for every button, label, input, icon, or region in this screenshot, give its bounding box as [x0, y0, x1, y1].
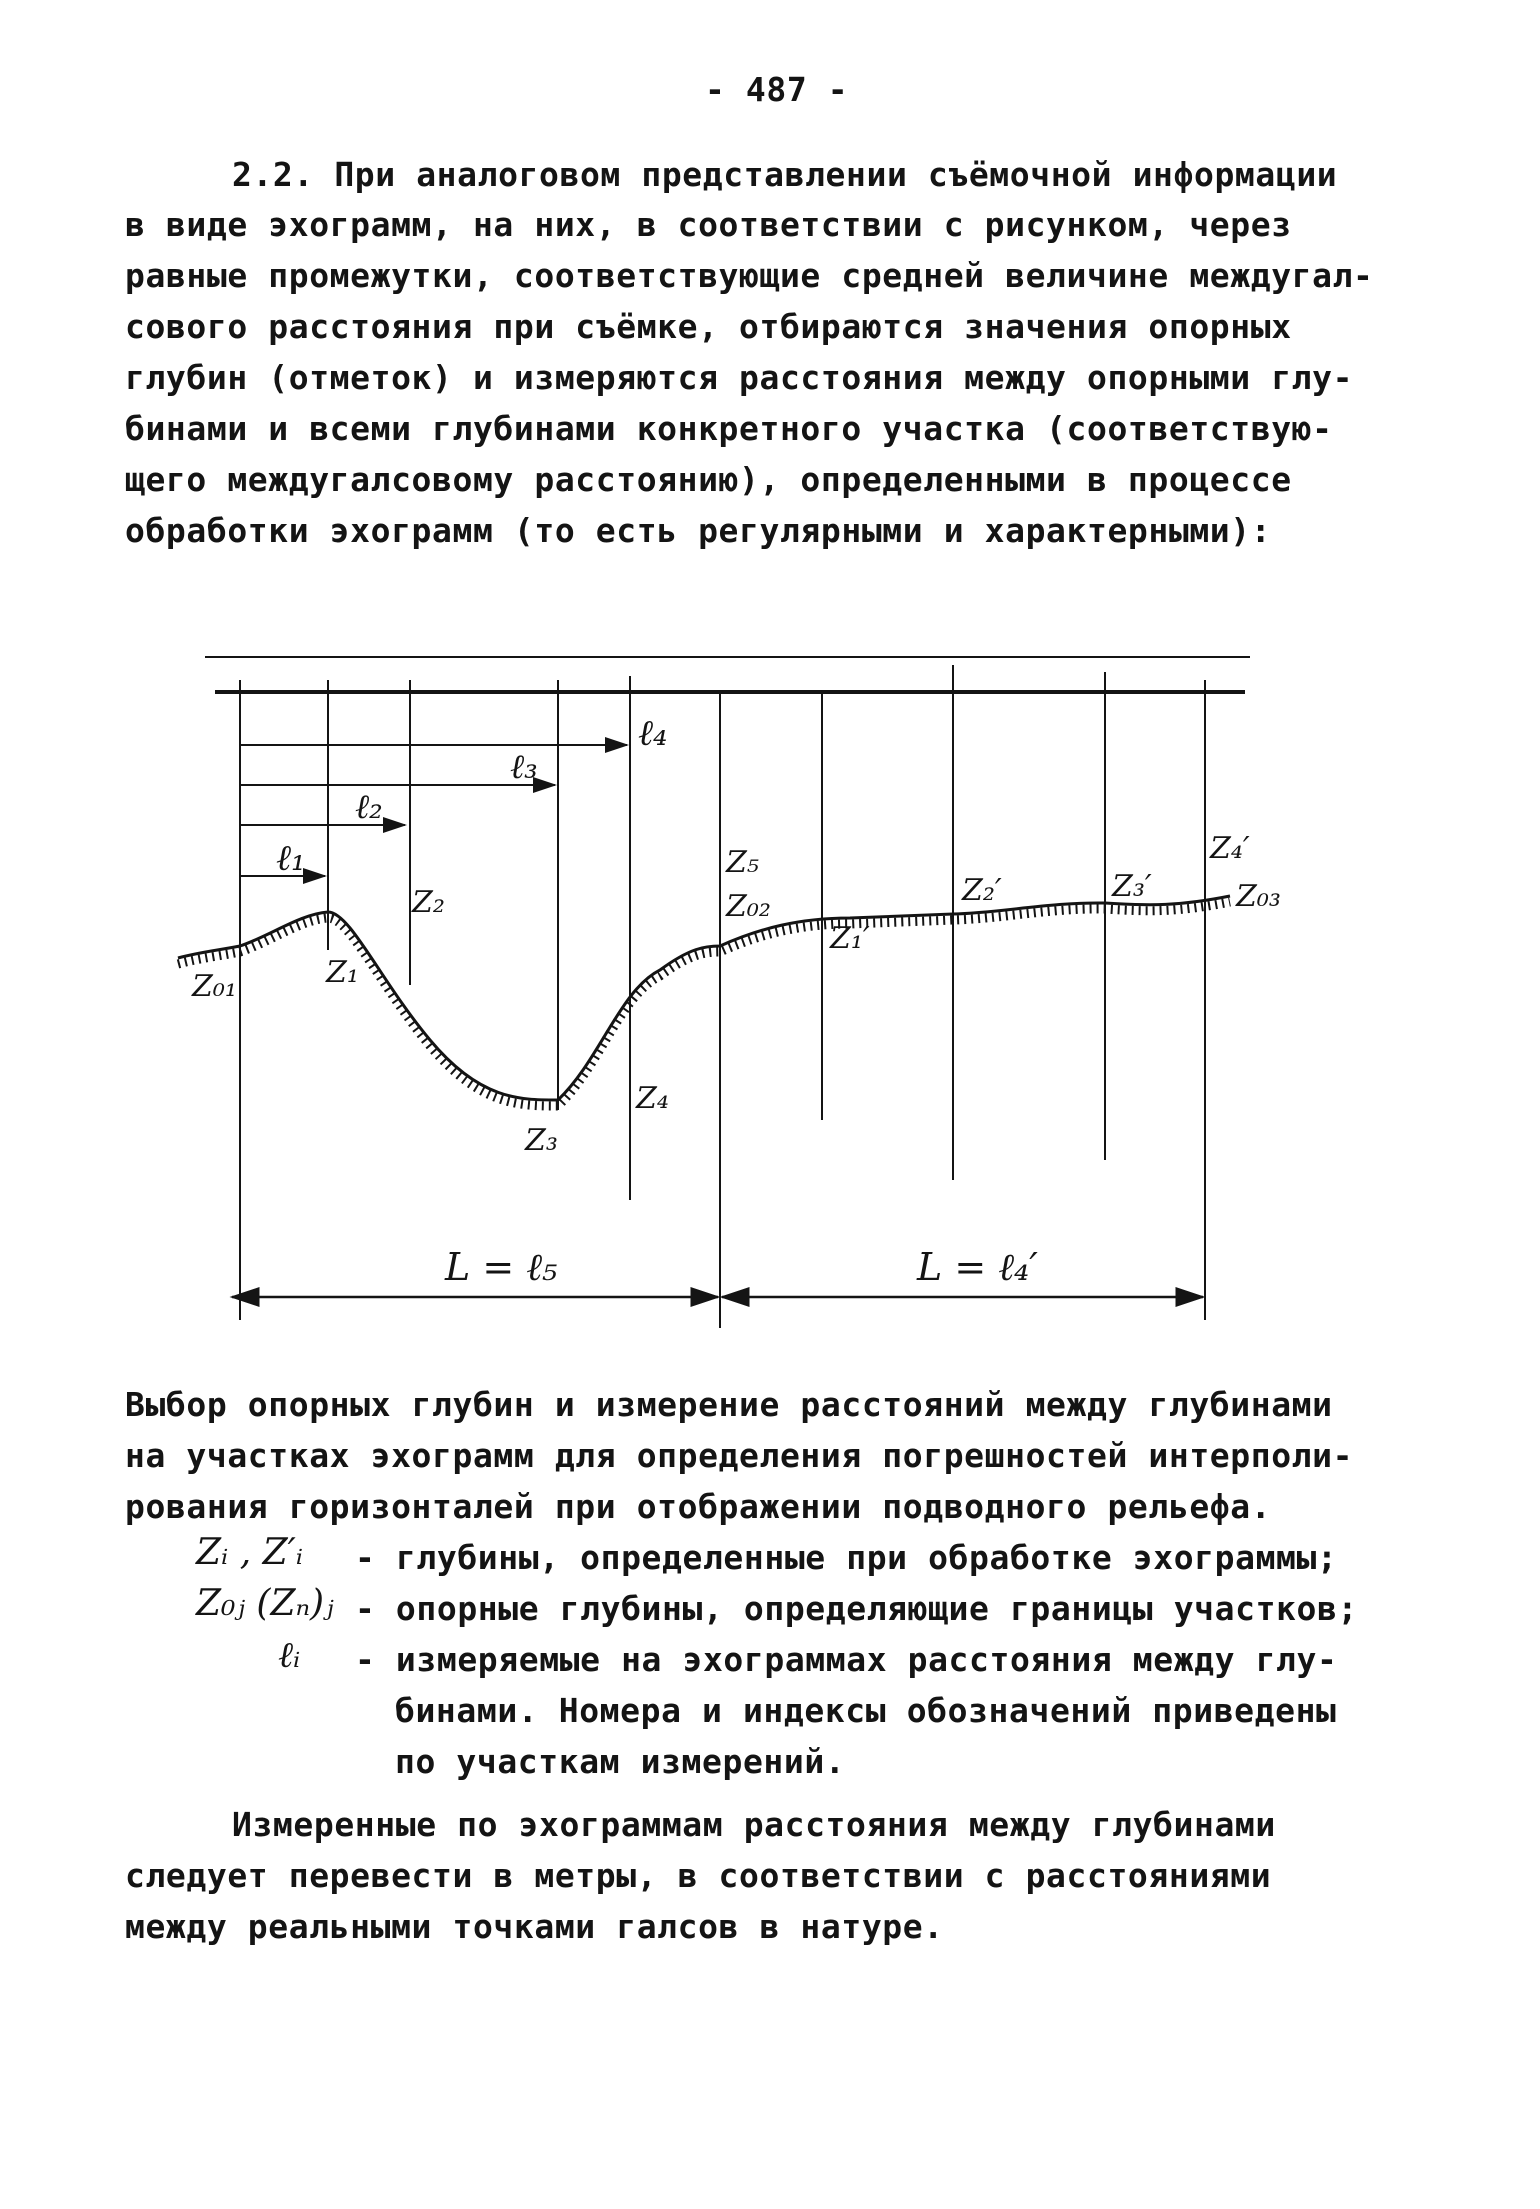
label-section-length-2: L = ℓ₄′ [917, 1245, 1038, 1289]
paragraph-line: глубин (отметок) и измеряются расстояния между опорными глу- [125, 358, 1354, 397]
legend-symbol: Z₀ⱼ (Zₙ)ⱼ [196, 1583, 334, 1624]
legend-text: - опорные глубины, определяющие границы участков; [355, 1589, 1358, 1628]
seabed-profile [178, 896, 1230, 1100]
vertical-lines [240, 665, 1205, 1328]
label-z2: Z₂ [412, 885, 445, 920]
label-z1: Z₁ [326, 955, 359, 990]
paragraph-line: между реальными точками галсов в натуре. [125, 1907, 944, 1946]
caption-line: рования горизонталей при отображении подводного рельефа. [125, 1487, 1272, 1526]
label-z5: Z₅ [726, 845, 759, 880]
label-section-length-1: L = ℓ₅ [445, 1245, 558, 1289]
paragraph-line: бинами и всеми глубинами конкретного участка (соответствую- [125, 409, 1333, 448]
label-l1: ℓ₁ [276, 838, 306, 879]
label-l2: ℓ₂ [355, 787, 383, 827]
label-z4: Z₄ [636, 1081, 669, 1116]
paragraph-line: следует перевести в метры, в соответствии с расстояниями [125, 1856, 1272, 1895]
legend-text-continued: по участкам измерений. [395, 1742, 846, 1781]
legend-text: - глубины, определенные при обработке эхограммы; [355, 1538, 1338, 1577]
legend-text: - измеряемые на эхограммах расстояния между глу- [355, 1640, 1338, 1679]
label-z2-prime: Z₂′ [962, 873, 1002, 908]
paragraph-line: 2.2. При аналоговом представлении съёмочной информации [232, 155, 1338, 194]
paragraph-line: обработки эхограмм (то есть регулярными и характерными): [125, 511, 1272, 550]
paragraph-line: щего междугалсовому расстоянию), определенными в процессе [125, 460, 1292, 499]
paragraph-line: сового расстояния при съёмке, отбираются значения опорных [125, 307, 1292, 346]
label-z4-prime: Z₄′ [1210, 831, 1250, 866]
label-l3: ℓ₃ [510, 747, 538, 787]
label-z3-prime: Z₃′ [1112, 869, 1152, 904]
label-z02: Z₀₂ [726, 889, 771, 924]
legend-text-continued: бинами. Номера и индексы обозначений приведены [395, 1691, 1337, 1730]
caption-line: Выбор опорных глубин и измерение расстояний между глубинами [125, 1385, 1333, 1424]
paragraph-line: равные промежутки, соответствующие средней величине междугал- [125, 256, 1374, 295]
caption-line: на участках эхограмм для определения погрешностей интерполи- [125, 1436, 1354, 1475]
seabed-hatching [178, 902, 1230, 1106]
legend-symbol: Zᵢ , Z′ᵢ [196, 1532, 304, 1573]
label-l4: ℓ₄ [638, 713, 668, 754]
label-z3: Z₃ [525, 1123, 558, 1158]
label-z1-prime: Z₁′ [830, 921, 870, 956]
page-number: - 487 - [705, 70, 849, 109]
paragraph-line: Измеренные по эхограммам расстояния между глубинами [232, 1805, 1276, 1844]
paragraph-line: в виде эхограмм, на них, в соответствии с рисунком, через [125, 205, 1292, 244]
legend-symbol: ℓᵢ [278, 1635, 301, 1676]
label-z01: Z₀₁ [192, 969, 237, 1004]
label-z03: Z₀₃ [1236, 879, 1281, 914]
